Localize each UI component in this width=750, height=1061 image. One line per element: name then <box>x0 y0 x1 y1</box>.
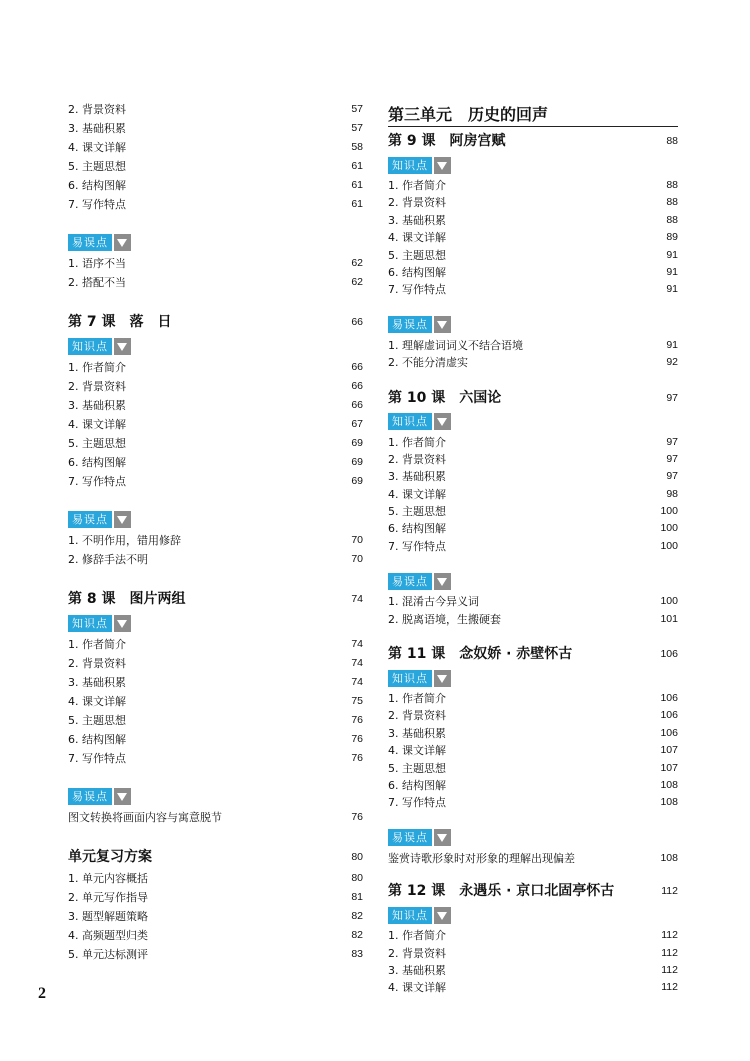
toc-entry[interactable] <box>68 453 363 472</box>
toc-entry[interactable] <box>388 742 678 759</box>
entry-page: 69 <box>351 475 363 487</box>
toc-entry[interactable] <box>68 273 363 292</box>
entry-label: 2. 脱离语境，生搬硬套 <box>388 612 501 626</box>
entry-label: 2. 修辞手法不明 <box>68 553 148 566</box>
unit-title: 第三单元 历史的回声 <box>388 104 678 127</box>
review-title-text: 单元复习方案 <box>68 849 152 865</box>
toc-entry[interactable] <box>388 281 678 298</box>
entry-page: 57 <box>351 122 363 134</box>
triangle-down-icon <box>114 338 131 355</box>
triangle-down-icon <box>434 157 451 174</box>
entry-label: 5. 主题思想 <box>68 437 126 450</box>
toc-entry[interactable] <box>388 794 678 811</box>
entry-page: 106 <box>660 709 678 722</box>
entry-label: 1. 作者简介 <box>68 361 126 374</box>
entry-label: 1. 不明作用，错用修辞 <box>68 534 181 547</box>
toc-entry[interactable] <box>388 212 678 229</box>
entry-page: 70 <box>351 534 363 546</box>
entry-label: 6. 结构图解 <box>68 456 126 469</box>
toc-entry[interactable] <box>68 157 363 176</box>
entry-page: 107 <box>660 761 678 774</box>
entry-page: 91 <box>666 248 678 261</box>
toc-entry[interactable] <box>68 692 363 711</box>
toc-entry[interactable] <box>388 945 678 962</box>
error-points-tag <box>68 509 363 529</box>
toc-entry[interactable] <box>388 520 678 537</box>
entry-page: 76 <box>351 752 363 764</box>
entry-page: 101 <box>660 612 678 625</box>
entry-label: 2. 背景资料 <box>388 709 446 723</box>
knowledge-tag-label: 知识点 <box>68 338 112 355</box>
entry-page: 97 <box>666 435 678 448</box>
entry-label: 3. 题型解题策略 <box>68 910 148 923</box>
entry-label: 6. 结构图解 <box>68 733 126 746</box>
entry-label: 4. 高频题型归类 <box>68 929 148 942</box>
triangle-down-icon <box>114 615 131 632</box>
entry-label: 4. 课文详解 <box>388 487 446 501</box>
toc-entry[interactable] <box>68 907 363 926</box>
entry-label: 7. 写作特点 <box>388 283 446 297</box>
toc-entry[interactable] <box>68 749 363 768</box>
entry-page: 80 <box>351 851 363 863</box>
entry-label: 2. 背景资料 <box>388 946 446 960</box>
entry-label: 6. 结构图解 <box>388 522 446 536</box>
error-points-tag <box>68 786 363 806</box>
toc-entry[interactable] <box>388 177 678 194</box>
toc-entry[interactable] <box>388 593 678 610</box>
toc-entry[interactable] <box>388 264 678 281</box>
toc-entry[interactable] <box>388 486 678 503</box>
toc-left-column <box>68 100 363 964</box>
toc-entry[interactable] <box>68 730 363 749</box>
entry-label: 5. 单元达标测评 <box>68 948 148 961</box>
entry-page: 97 <box>666 452 678 465</box>
entry-label: 1. 作者简介 <box>388 929 446 943</box>
lesson-title[interactable] <box>68 587 363 611</box>
lesson-title-text: 第 12 课 永遇乐 · 京口北固亭怀古 <box>388 883 615 900</box>
entry-page: 83 <box>351 948 363 960</box>
toc-entry[interactable] <box>68 673 363 692</box>
entry-page: 61 <box>351 198 363 210</box>
entry-label: 1. 作者简介 <box>388 692 446 706</box>
entry-label: 7. 写作特点 <box>68 752 126 765</box>
knowledge-points-tag <box>388 412 678 432</box>
lesson-title-text: 第 11 课 念奴娇 · 赤壁怀古 <box>388 646 573 663</box>
entry-page: 100 <box>660 505 678 518</box>
toc-entry[interactable] <box>388 777 678 794</box>
entry-page: 74 <box>351 657 363 669</box>
entry-page: 74 <box>351 676 363 688</box>
toc-entry[interactable] <box>68 119 363 138</box>
entry-page: 82 <box>351 929 363 941</box>
entry-label: 3. 基础积累 <box>68 676 126 689</box>
entry-page: 57 <box>351 103 363 115</box>
entry-page: 92 <box>666 356 678 369</box>
lesson-title-text: 第 7 课 落 日 <box>68 314 172 330</box>
entry-page: 70 <box>351 553 363 565</box>
entry-page: 112 <box>661 963 678 976</box>
error-tag-label: 易误点 <box>388 829 432 846</box>
triangle-down-icon <box>114 234 131 251</box>
error-points-tag <box>388 828 678 848</box>
lesson-title-text: 第 10 课 六国论 <box>388 389 502 406</box>
toc-entry[interactable] <box>68 100 363 119</box>
entry-page: 66 <box>351 380 363 392</box>
toc-entry[interactable] <box>388 690 678 707</box>
entry-page: 81 <box>351 891 363 903</box>
entry-page: 100 <box>660 539 678 552</box>
entry-label: 6. 结构图解 <box>68 179 126 192</box>
entry-label: 2. 背景资料 <box>68 380 126 393</box>
entry-label: 2. 背景资料 <box>388 452 446 466</box>
entry-label: 2. 搭配不当 <box>68 276 126 289</box>
entry-page: 100 <box>660 595 678 608</box>
knowledge-points-tag <box>68 336 363 356</box>
error-tag-label: 易误点 <box>388 316 432 333</box>
entry-page: 88 <box>666 135 678 147</box>
entry-label: 5. 主题思想 <box>388 505 446 519</box>
entry-label: 4. 课文详解 <box>68 695 126 708</box>
error-tag-label: 易误点 <box>68 788 112 805</box>
entry-label: 7. 写作特点 <box>68 475 126 488</box>
entry-page: 112 <box>661 946 678 959</box>
entry-label: 3. 基础积累 <box>68 122 126 135</box>
toc-entry[interactable] <box>388 707 678 724</box>
toc-right-column <box>388 100 678 997</box>
entry-page: 108 <box>660 796 678 809</box>
toc-entry[interactable] <box>68 926 363 945</box>
entry-page: 108 <box>660 851 678 864</box>
error-points-tag <box>388 315 678 335</box>
entry-label: 7. 写作特点 <box>388 539 446 553</box>
toc-entry[interactable] <box>68 531 363 550</box>
entry-page: 76 <box>351 714 363 726</box>
entry-label: 3. 基础积累 <box>388 963 446 977</box>
entry-label: 3. 基础积累 <box>388 470 446 484</box>
lesson-title[interactable] <box>388 129 678 153</box>
entry-page: 75 <box>351 695 363 707</box>
entry-page: 107 <box>660 744 678 757</box>
triangle-down-icon <box>114 788 131 805</box>
entry-label: 4. 课文详解 <box>68 418 126 431</box>
entry-label: 图文转换将画面内容与寓意脱节 <box>68 811 222 824</box>
toc-entry[interactable] <box>68 550 363 569</box>
entry-page: 80 <box>351 872 363 884</box>
lesson-title[interactable] <box>68 310 363 334</box>
toc-entry[interactable] <box>68 377 363 396</box>
triangle-down-icon <box>114 511 131 528</box>
entry-page: 91 <box>666 283 678 296</box>
toc-entry[interactable] <box>68 888 363 907</box>
entry-label: 1. 作者简介 <box>388 435 446 449</box>
entry-label: 1. 理解虚词词义不结合语境 <box>388 338 523 352</box>
toc-entry[interactable] <box>68 711 363 730</box>
toc-entry[interactable] <box>388 538 678 555</box>
entry-page: 106 <box>660 726 678 739</box>
entry-page: 69 <box>351 456 363 468</box>
lesson-title[interactable] <box>388 386 678 410</box>
entry-label: 2. 背景资料 <box>68 103 126 116</box>
entry-label: 3. 基础积累 <box>388 726 446 740</box>
toc-entry[interactable] <box>68 945 363 964</box>
review-title[interactable] <box>68 845 363 869</box>
toc-entry[interactable] <box>68 254 363 273</box>
toc-entry[interactable] <box>388 434 678 451</box>
entry-label: 2. 单元写作指导 <box>68 891 148 904</box>
toc-entry[interactable] <box>68 358 363 377</box>
toc-entry[interactable] <box>388 247 678 264</box>
toc-entry[interactable] <box>68 635 363 654</box>
page-number: 2 <box>38 985 46 1002</box>
entry-label: 5. 主题思想 <box>388 248 446 262</box>
entry-page: 112 <box>661 929 678 942</box>
error-points-tag <box>68 232 363 252</box>
entry-label: 5. 主题思想 <box>68 160 126 173</box>
entry-page: 66 <box>351 399 363 411</box>
entry-page: 91 <box>666 265 678 278</box>
entry-label: 1. 作者简介 <box>68 638 126 651</box>
entry-label: 鉴赏诗歌形象时对形象的理解出现偏差 <box>388 851 575 865</box>
triangle-down-icon <box>434 907 451 924</box>
entry-page: 61 <box>351 160 363 172</box>
entry-label: 4. 课文详解 <box>68 141 126 154</box>
triangle-down-icon <box>434 316 451 333</box>
lesson-title[interactable] <box>388 879 678 903</box>
entry-label: 1. 混淆古今异义词 <box>388 595 479 609</box>
toc-entry[interactable] <box>388 354 678 371</box>
toc-entry[interactable] <box>388 760 678 777</box>
entry-page: 61 <box>351 179 363 191</box>
entry-page: 76 <box>351 811 363 823</box>
knowledge-points-tag <box>68 613 363 633</box>
entry-page: 89 <box>666 231 678 244</box>
triangle-down-icon <box>434 670 451 687</box>
toc-entry[interactable] <box>388 927 678 944</box>
triangle-down-icon <box>434 573 451 590</box>
toc-entry[interactable] <box>388 979 678 996</box>
toc-entry[interactable] <box>68 869 363 888</box>
entry-label: 7. 写作特点 <box>388 796 446 810</box>
toc-entry[interactable] <box>388 229 678 246</box>
toc-entry[interactable] <box>388 194 678 211</box>
entry-page: 62 <box>351 257 363 269</box>
entry-page: 100 <box>660 522 678 535</box>
toc-entry[interactable] <box>68 138 363 157</box>
knowledge-points-tag <box>388 668 678 688</box>
toc-entry[interactable] <box>68 176 363 195</box>
knowledge-tag-label: 知识点 <box>388 157 432 174</box>
entry-page: 108 <box>660 778 678 791</box>
toc-entry[interactable] <box>68 195 363 214</box>
toc-entry[interactable] <box>68 472 363 491</box>
entry-label: 2. 背景资料 <box>68 657 126 670</box>
entry-page: 97 <box>666 470 678 483</box>
lesson-title-text: 第 8 课 图片两组 <box>68 591 186 607</box>
entry-page: 66 <box>351 361 363 373</box>
entry-page: 112 <box>661 981 678 994</box>
toc-entry[interactable] <box>388 503 678 520</box>
entry-label: 4. 课文详解 <box>388 981 446 995</box>
entry-label: 4. 课文详解 <box>388 744 446 758</box>
entry-page: 76 <box>351 733 363 745</box>
entry-label: 7. 写作特点 <box>68 198 126 211</box>
entry-label: 1. 语序不当 <box>68 257 126 270</box>
toc-entry[interactable] <box>68 396 363 415</box>
entry-page: 74 <box>351 593 363 605</box>
entry-page: 58 <box>351 141 363 153</box>
error-points-tag <box>388 571 678 591</box>
entry-label: 1. 单元内容概括 <box>68 872 148 885</box>
toc-entry[interactable] <box>68 415 363 434</box>
knowledge-tag-label: 知识点 <box>68 615 112 632</box>
entry-label: 3. 基础积累 <box>388 213 446 227</box>
entry-page: 106 <box>660 648 678 661</box>
entry-page: 88 <box>666 196 678 209</box>
entry-label: 3. 基础积累 <box>68 399 126 412</box>
entry-page: 97 <box>666 391 678 404</box>
entry-page: 98 <box>666 487 678 500</box>
entry-label: 6. 结构图解 <box>388 265 446 279</box>
toc-entry[interactable] <box>68 654 363 673</box>
entry-label: 1. 作者简介 <box>388 179 446 192</box>
entry-label: 5. 主题思想 <box>388 761 446 775</box>
toc-entry[interactable] <box>388 468 678 485</box>
entry-page: 112 <box>661 885 678 898</box>
toc-entry[interactable] <box>388 725 678 742</box>
error-tag-label: 易误点 <box>388 573 432 590</box>
toc-entry[interactable] <box>388 451 678 468</box>
toc-entry[interactable] <box>388 611 678 628</box>
triangle-down-icon <box>434 413 451 430</box>
knowledge-points-tag <box>388 155 678 175</box>
toc-entry[interactable] <box>388 850 678 867</box>
toc-entry[interactable] <box>388 962 678 979</box>
error-tag-label: 易误点 <box>68 234 112 251</box>
toc-entry[interactable] <box>68 808 363 827</box>
entry-page: 106 <box>660 692 678 705</box>
lesson-title-text: 第 9 课 阿房宫赋 <box>388 133 506 149</box>
entry-page: 62 <box>351 276 363 288</box>
entry-page: 91 <box>666 338 678 351</box>
entry-page: 88 <box>666 179 678 191</box>
entry-label: 6. 结构图解 <box>388 778 446 792</box>
knowledge-tag-label: 知识点 <box>388 413 432 430</box>
entry-page: 82 <box>351 910 363 922</box>
knowledge-tag-label: 知识点 <box>388 907 432 924</box>
toc-entries-continued <box>68 100 363 214</box>
error-tag-label: 易误点 <box>68 511 112 528</box>
entry-page: 67 <box>351 418 363 430</box>
entry-page: 74 <box>351 638 363 650</box>
entry-page: 69 <box>351 437 363 449</box>
entry-label: 4. 课文详解 <box>388 231 446 245</box>
knowledge-points-tag <box>388 905 678 925</box>
knowledge-tag-label: 知识点 <box>388 670 432 687</box>
entry-label: 2. 不能分清虚实 <box>388 356 468 370</box>
entry-label: 2. 背景资料 <box>388 196 446 210</box>
entry-page: 66 <box>351 316 363 328</box>
toc-entry[interactable] <box>388 337 678 354</box>
toc-entry[interactable] <box>68 434 363 453</box>
triangle-down-icon <box>434 829 451 846</box>
entry-page: 88 <box>666 213 678 226</box>
lesson-title[interactable] <box>388 642 678 666</box>
entry-label: 5. 主题思想 <box>68 714 126 727</box>
